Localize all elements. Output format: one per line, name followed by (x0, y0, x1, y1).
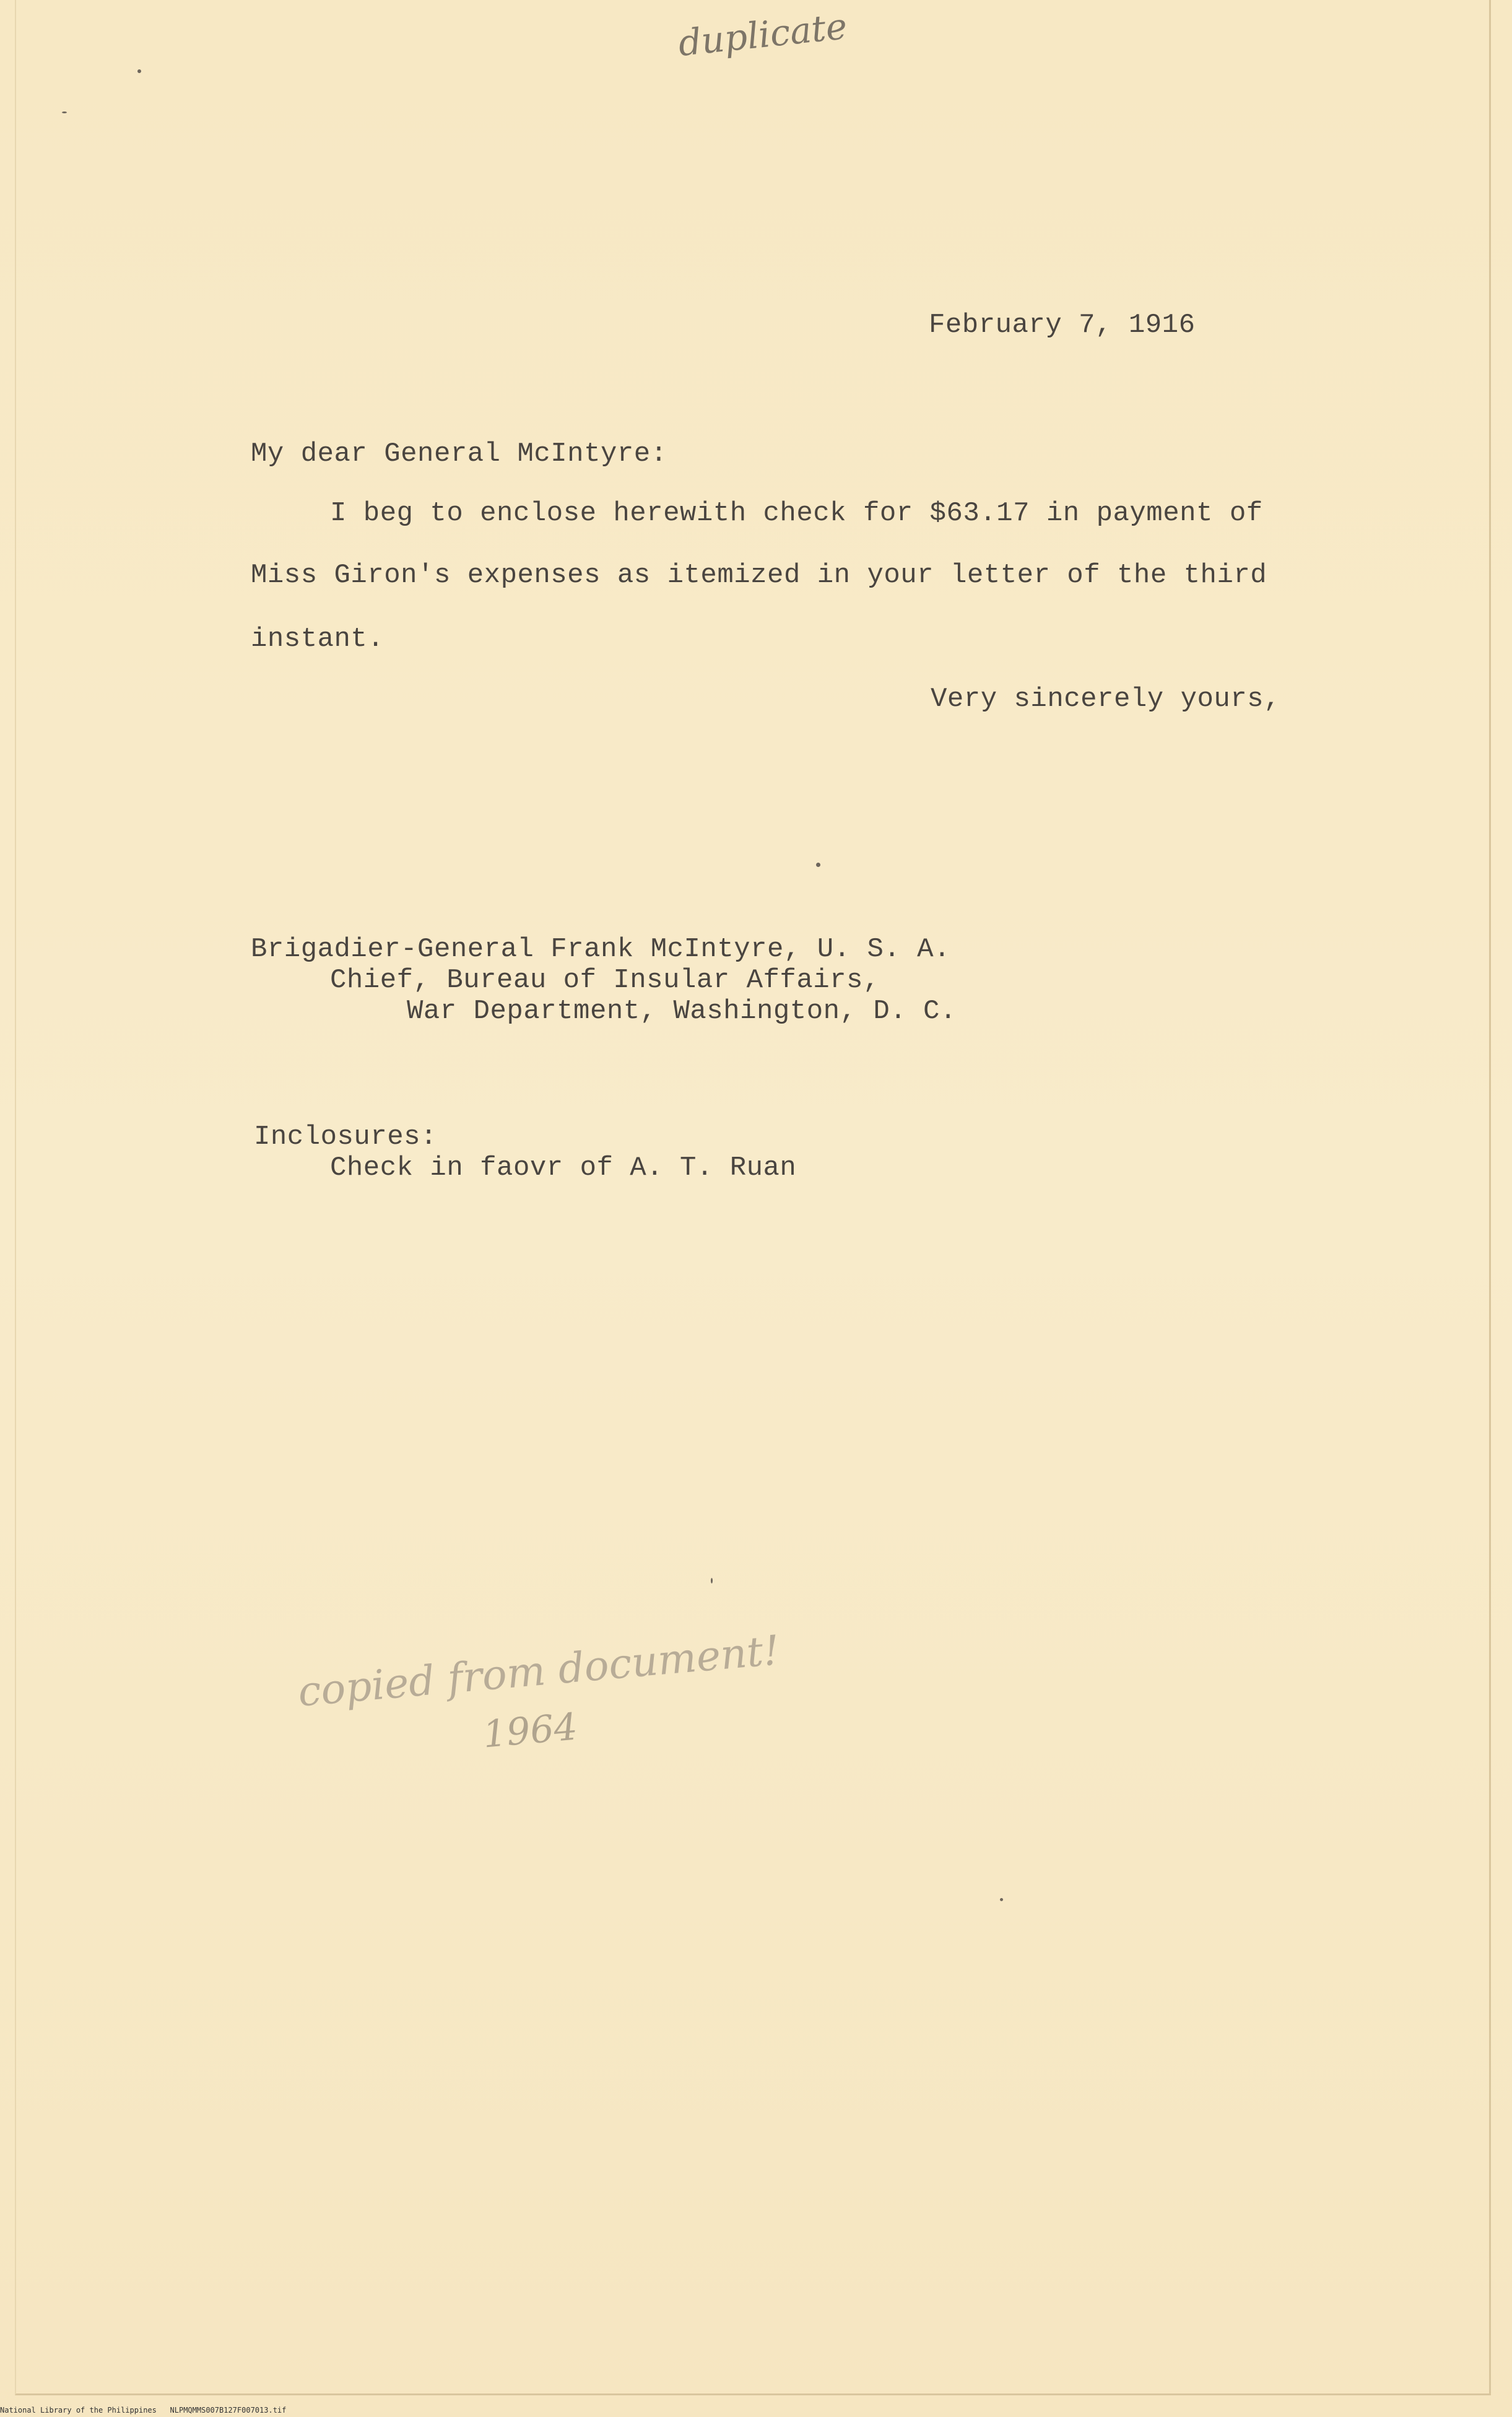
paper-speck (711, 1578, 713, 1583)
paper-speck (816, 863, 820, 867)
letter-body-line: I beg to enclose herewith check for $63.17 in payment of (330, 498, 1263, 529)
letter-body-line: Miss Giron's expenses as itemized in your letter of the third (251, 560, 1267, 591)
handwritten-annotation-year: 1964 (481, 1705, 580, 1757)
letter-date: February 7, 1916 (929, 310, 1196, 341)
handwritten-annotation-copied: copied from document! (296, 1626, 782, 1716)
letter-body-line: instant. (251, 624, 385, 655)
enclosures-heading: Inclosures: (254, 1121, 437, 1152)
enclosure-item: Check in faovr of A. T. Ruan (330, 1152, 797, 1183)
handwritten-annotation-duplicate: duplicate (676, 4, 849, 65)
archive-footer: National Library of the Philippines NLPMQMMS007B127F007013.tif (0, 2406, 287, 2415)
letter-closing: Very sincerely yours, (931, 684, 1280, 715)
recipient-address: War Department, Washington, D. C. (407, 996, 957, 1027)
paper-speck (137, 69, 141, 73)
recipient-title: Chief, Bureau of Insular Affairs, (330, 965, 880, 996)
recipient-name: Brigadier-General Frank McIntyre, U. S. A. (251, 934, 950, 965)
letter-salutation: My dear General McIntyre: (251, 438, 667, 469)
paper-speck (62, 111, 67, 113)
paper-speck (1000, 1898, 1003, 1901)
